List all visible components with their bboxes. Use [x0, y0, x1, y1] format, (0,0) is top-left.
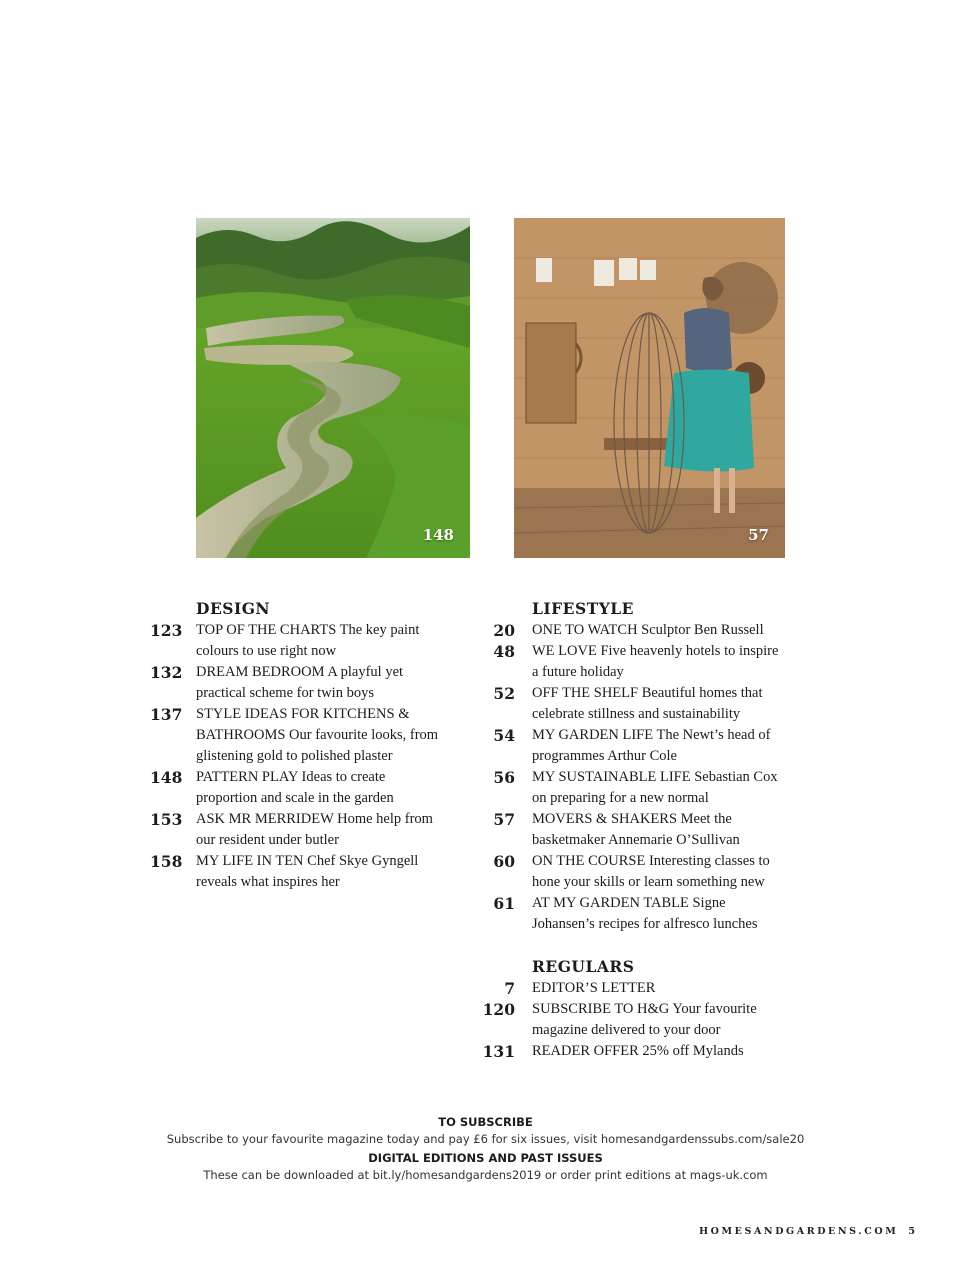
entry-text: SUBSCRIBE TO H&G Your favourite magazine delivered to your door	[532, 1001, 757, 1038]
toc-entry[interactable]	[150, 851, 460, 893]
toc-entry[interactable]	[482, 767, 802, 809]
entry-text: OFF THE SHELF Beautiful homes that celebrate stillness and sustainability	[532, 685, 763, 722]
page-footer	[699, 1226, 915, 1237]
page-number: 61	[493, 894, 515, 913]
entry-text: MY GARDEN LIFE The Newt’s head of programmes Arthur Cole	[532, 727, 771, 764]
page-number: 7	[504, 979, 515, 998]
page-number: 131	[482, 1042, 515, 1061]
page-number: 56	[493, 768, 515, 787]
entry-text: PATTERN PLAY Ideas to create proportion and scale in the garden	[196, 769, 394, 806]
entry-text: AT MY GARDEN TABLE Signe Johansen’s recipes for alfresco lunches	[532, 895, 758, 932]
entry-text: STYLE IDEAS FOR KITCHENS & BATHROOMS Our favourite looks, from glistening gold to polished plaster	[196, 706, 439, 764]
page-number: 153	[150, 810, 183, 829]
photo-page-number[interactable]: 148	[422, 526, 454, 544]
entry-text: ON THE COURSE Interesting classes to hone your skills or learn something new	[532, 853, 770, 890]
page-number: 20	[493, 621, 515, 640]
entry-text: ASK MR MERRIDEW Home help from our resident under butler	[196, 811, 433, 848]
page-number: 158	[150, 852, 183, 871]
section-heading: LIFESTYLE	[532, 599, 634, 618]
toc-entry[interactable]	[150, 662, 460, 704]
folio-page-number: 5	[908, 1226, 915, 1237]
toc-entry[interactable]	[150, 620, 460, 662]
section-heading: REGULARS	[532, 957, 635, 976]
regulars-section	[482, 956, 802, 1062]
section-heading: DESIGN	[196, 599, 271, 618]
entry-text: TOP OF THE CHARTS The key paint colours to use right now	[196, 622, 420, 659]
toc-entry[interactable]	[482, 725, 802, 767]
page-number: 137	[150, 705, 183, 724]
basketmaker-photo	[514, 218, 785, 558]
entry-text: MY LIFE IN TEN Chef Skye Gyngell reveals what inspires her	[196, 853, 419, 890]
page-number: 120	[482, 1000, 515, 1019]
toc-entry[interactable]	[482, 809, 802, 851]
entry-text: MY SUSTAINABLE LIFE Sebastian Cox on preparing for a new normal	[532, 769, 778, 806]
entry-text: MOVERS & SHAKERS Meet the basketmaker Annemarie O’Sullivan	[532, 811, 740, 848]
entry-text: DREAM BEDROOM A playful yet practical scheme for twin boys	[196, 664, 404, 701]
entry-text: EDITOR’S LETTER	[532, 980, 656, 996]
garden-photo	[196, 218, 470, 558]
entry-text: WE LOVE Five heavenly hotels to inspire a future holiday	[532, 643, 779, 680]
toc-entry[interactable]	[482, 1041, 802, 1062]
site-url[interactable]: HOMESANDGARDENS.COM	[699, 1226, 899, 1237]
digital-editions-heading: DIGITAL EDITIONS AND PAST ISSUES	[368, 1151, 603, 1165]
toc-entry[interactable]	[482, 641, 802, 683]
basketmaker-image	[514, 218, 785, 558]
toc-entry[interactable]	[482, 683, 802, 725]
page-number: 52	[493, 684, 515, 703]
page-number: 123	[150, 621, 183, 640]
toc-entry[interactable]	[482, 978, 802, 999]
page-number: 60	[493, 852, 515, 871]
subscribe-text[interactable]: Subscribe to your favourite magazine today and pay £6 for six issues, visit homesandgardenssubs.com/sale20	[166, 1132, 805, 1146]
page-number: 57	[493, 810, 515, 829]
garden-image	[196, 218, 470, 558]
page-number: 48	[493, 642, 515, 661]
page-number: 132	[150, 663, 183, 682]
entry-text: READER OFFER 25% off Mylands	[532, 1043, 744, 1059]
toc-entry[interactable]	[482, 851, 802, 893]
toc-entry[interactable]	[482, 620, 802, 641]
page-number: 148	[150, 768, 183, 787]
subscribe-heading: TO SUBSCRIBE	[438, 1115, 533, 1129]
toc-entry[interactable]	[482, 893, 802, 935]
subscribe-info	[0, 1114, 971, 1186]
toc-entry[interactable]	[150, 809, 460, 851]
toc-entry[interactable]	[482, 999, 802, 1041]
digital-editions-text[interactable]: These can be downloaded at bit.ly/homesandgardens2019 or order print editions at mags-uk.com	[203, 1168, 768, 1182]
photo-page-number[interactable]: 57	[748, 526, 769, 544]
toc-entry[interactable]	[150, 767, 460, 809]
entry-text: ONE TO WATCH Sculptor Ben Russell	[532, 622, 764, 638]
design-section	[150, 598, 460, 893]
toc-entry[interactable]	[150, 704, 460, 767]
lifestyle-section	[482, 598, 802, 935]
page-number: 54	[493, 726, 515, 745]
